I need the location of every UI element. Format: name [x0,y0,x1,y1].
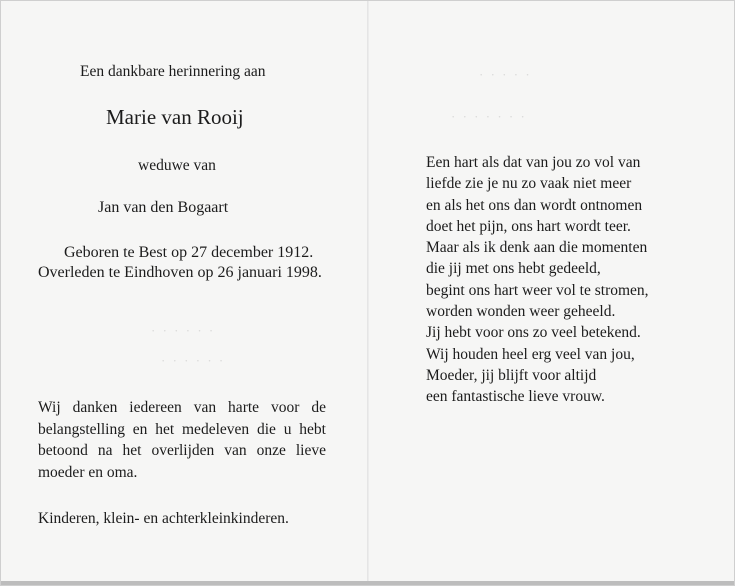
family-signature: Kinderen, klein- en achterkleinkinderen. [38,510,289,527]
spouse-name: Jan van den Bogaart [98,199,229,216]
poem-line: Maar als ik denk aan die momenten [426,239,648,257]
birth-line: Geboren te Best op 27 december 1912. [64,244,314,261]
poem-line: worden wonden weer geheeld. [426,303,616,321]
poem-line: liefde zie je nu zo vaak niet meer [426,175,632,193]
show-through-mark: · · · · · · [151,323,216,338]
deceased-name: Marie van Rooij [106,105,244,129]
card-fold-line [367,1,369,585]
poem-line: Moeder, jij blijft voor altijd [426,366,597,384]
thanks-line: Wij danken iedereen van harte voor de [38,399,326,416]
death-line: Overleden te Eindhoven op 26 januari 1998. [38,264,322,281]
poem-line: Wij houden heel erg veel van jou, [426,345,635,363]
poem-line: een fantastische lieve vrouw. [426,388,605,406]
thanks-paragraph [38,397,326,483]
poem-line: Jij hebt voor ons zo veel betekend. [426,324,641,342]
poem-line: doet het pijn, ons hart wordt teer. [426,217,631,235]
show-through-mark: · · · · · · [161,353,226,368]
poem-line: en als het ons dan wordt ontnomen [426,196,643,214]
thanks-line: betoond na het overlijden van onze lieve [38,442,326,459]
thanks-line: moeder en oma. [38,463,138,481]
intro-text: Een dankbare herinnering aan [80,63,266,80]
show-through-mark: · · · · · · · [451,109,527,124]
show-through-mark: · · · · · [479,67,532,82]
poem-line: die jij met ons hebt gedeeld, [426,260,601,278]
poem [426,152,649,408]
relation-text: weduwe van [138,157,216,174]
scan-bottom-edge [1,581,734,585]
thanks-line: belangstelling en het medeleven die u hebt [38,420,326,438]
poem-line: Een hart als dat van jou zo vol van [426,154,641,171]
poem-line: begint ons hart weer vol te stromen, [426,281,649,299]
